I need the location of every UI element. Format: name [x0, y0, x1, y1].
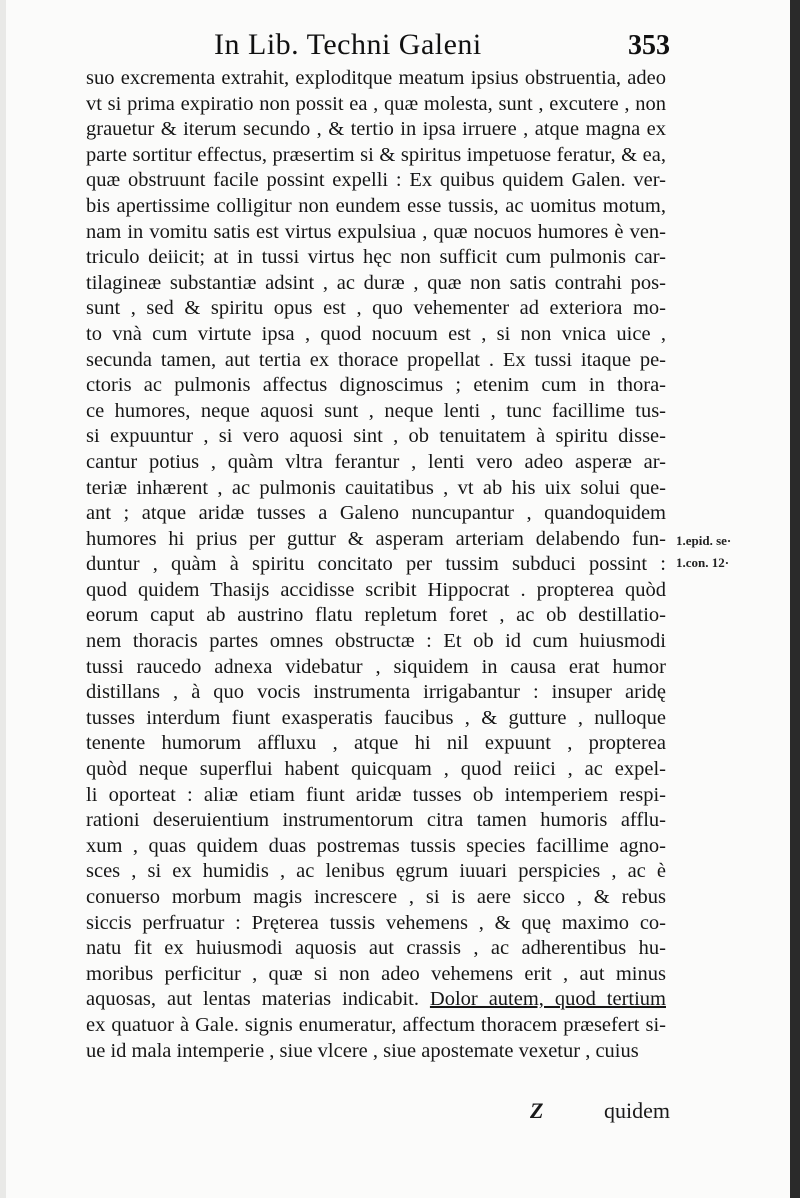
text-line: ce humores, neque aquosi sunt , neque lenti , tunc facillime tus- — [86, 399, 666, 422]
text-line: suo excrementa extrahit, exploditque meatum ipsius obstruentia, adeo — [86, 67, 666, 89]
body-text — [86, 66, 666, 1064]
text-line: bis apertissime colligitur non eundem esse tussis, ac uomitus motum, — [86, 194, 666, 217]
text-line: tusses interdum fiunt exasperatis faucibus , & gutture , nulloque — [86, 706, 666, 729]
text-line: cantur potius , quàm vltra ferantur , lenti vero adeo asperæ ar- — [86, 450, 666, 473]
text-line: moribus perficitur , quæ si non adeo vehemens erit , aut minus — [86, 962, 666, 985]
text-line: nem thoracis partes omnes obstructæ : Et ob id cum huiusmodi — [86, 630, 666, 653]
text-line: humores hi prius per guttur & asperam arteriam delabendo fun- — [86, 527, 666, 550]
text-line: natu fit ex huiusmodi aquosis aut crassis , ac adherentibus hu- — [86, 937, 666, 960]
text-line: teriæ inhærent , ac pulmonis cauitatibus , vt ab his uix solui que- — [86, 476, 666, 499]
underlined-phrase: Dolor autem, quod tertium — [429, 988, 666, 1011]
page-number: 353 — [628, 30, 670, 61]
margin-note-con: 1.con. 12· — [676, 555, 730, 570]
text-line: parte sortitur effectus, præsertim si & spiritus impetuose feratur, & ea, — [86, 143, 666, 166]
text-line: triculo deiicit; at in tussi virtus hęc non sufficit cum pulmonis car- — [86, 246, 666, 269]
text-line: secunda tamen, aut tertia ex thorace propellat . Ex tussi itaque pe- — [86, 348, 666, 371]
text-segment: aquosas, aut lentas materias indicabit. — [86, 988, 430, 1011]
text-line: to vnà cum virtute ipsa , quod nocuum est , si non vnica uice , — [86, 322, 666, 345]
text-line: eorum caput ab austrino flatu repletum foret , ac ob destillatio- — [86, 604, 666, 627]
signature-mark: Z — [530, 1098, 544, 1123]
text-line: rationi deseruientium instrumentorum citra tamen humoris afflu- — [86, 809, 666, 832]
text-line: xum , quas quidem duas postremas tussis species facillime agno- — [86, 834, 666, 857]
running-head: In Lib. Techni Galeni — [214, 28, 482, 61]
page-footer — [520, 1098, 670, 1128]
text-line: quæ obstruunt facile possint expelli : Ex quibus quidem Galen. ver- — [86, 169, 666, 192]
text-line: si expuuntur , si vero aquosi sint , ob tenuitatem à spiritu disse- — [86, 425, 666, 448]
text-line: grauetur & iterum secundo , & tertio in ipsa irruere , atque magna ex — [86, 118, 666, 141]
text-line-underline — [86, 987, 666, 1013]
text-line: conuerso morbum magis increscere , si is aere sicco , & rebus — [86, 886, 666, 908]
text-line: quod quidem Thasijs accidisse scribit Hippocrat . propterea quòd — [86, 578, 666, 601]
text-line: sces , si ex humidis , ac lenibus ęgrum iuuari perspicies , ac è — [86, 860, 666, 883]
text-line: tilagineæ substantiæ adsint , ac duræ , quæ non satis contrahi pos- — [86, 271, 666, 294]
text-line: duntur , quàm à spiritu concitato per tussim subduci possint : — [86, 553, 666, 576]
page-header — [200, 22, 670, 72]
text-line: nam in vomitu satis est virtus expulsiua , quæ nocuos humores è ven- — [86, 220, 666, 243]
catchword: quidem — [604, 1098, 670, 1123]
text-line: distillans , à quo vocis instrumenta irrigabantur : insuper aridę — [86, 681, 666, 704]
page-left-edge — [0, 0, 6, 1198]
text-line: ex quatuor à Gale. signis enumeratur, affectum thoracem præsefert si- — [86, 1013, 666, 1036]
text-line: ant ; atque aridæ tusses a Galeno nuncupantur , quandoquidem — [86, 502, 666, 525]
text-line: vt si prima expiratio non possit ea , quæ molesta, sunt , excutere , non — [86, 92, 666, 115]
text-line: sunt , sed & spiritu opus est , quo vehementer ad exteriora mo- — [86, 297, 666, 320]
page-right-edge — [790, 0, 800, 1198]
text-line: ctoris ac pulmonis affectus dignoscimus ; etenim cum in thora- — [86, 374, 666, 397]
text-line: siccis perfruatur : Pręterea tussis vehemens , & quę maximo co- — [86, 911, 666, 934]
text-line: tenente humorum affluxu , atque hi nil expuunt , propterea — [86, 732, 666, 755]
text-line: quòd neque superflui habent quicquam , quod reiici , ac expel- — [86, 758, 666, 781]
margin-note-epid: 1.epid. se· — [676, 533, 732, 548]
text-line: ue id mala intemperie , siue vlcere , siue apostemate vexetur , cuius — [86, 1039, 639, 1062]
text-line: tussi raucedo adnexa videbatur , siquidem in causa erat humor — [86, 655, 666, 678]
text-line: li oporteat : aliæ etiam fiunt aridæ tusses ob intemperiem respi- — [86, 783, 666, 806]
